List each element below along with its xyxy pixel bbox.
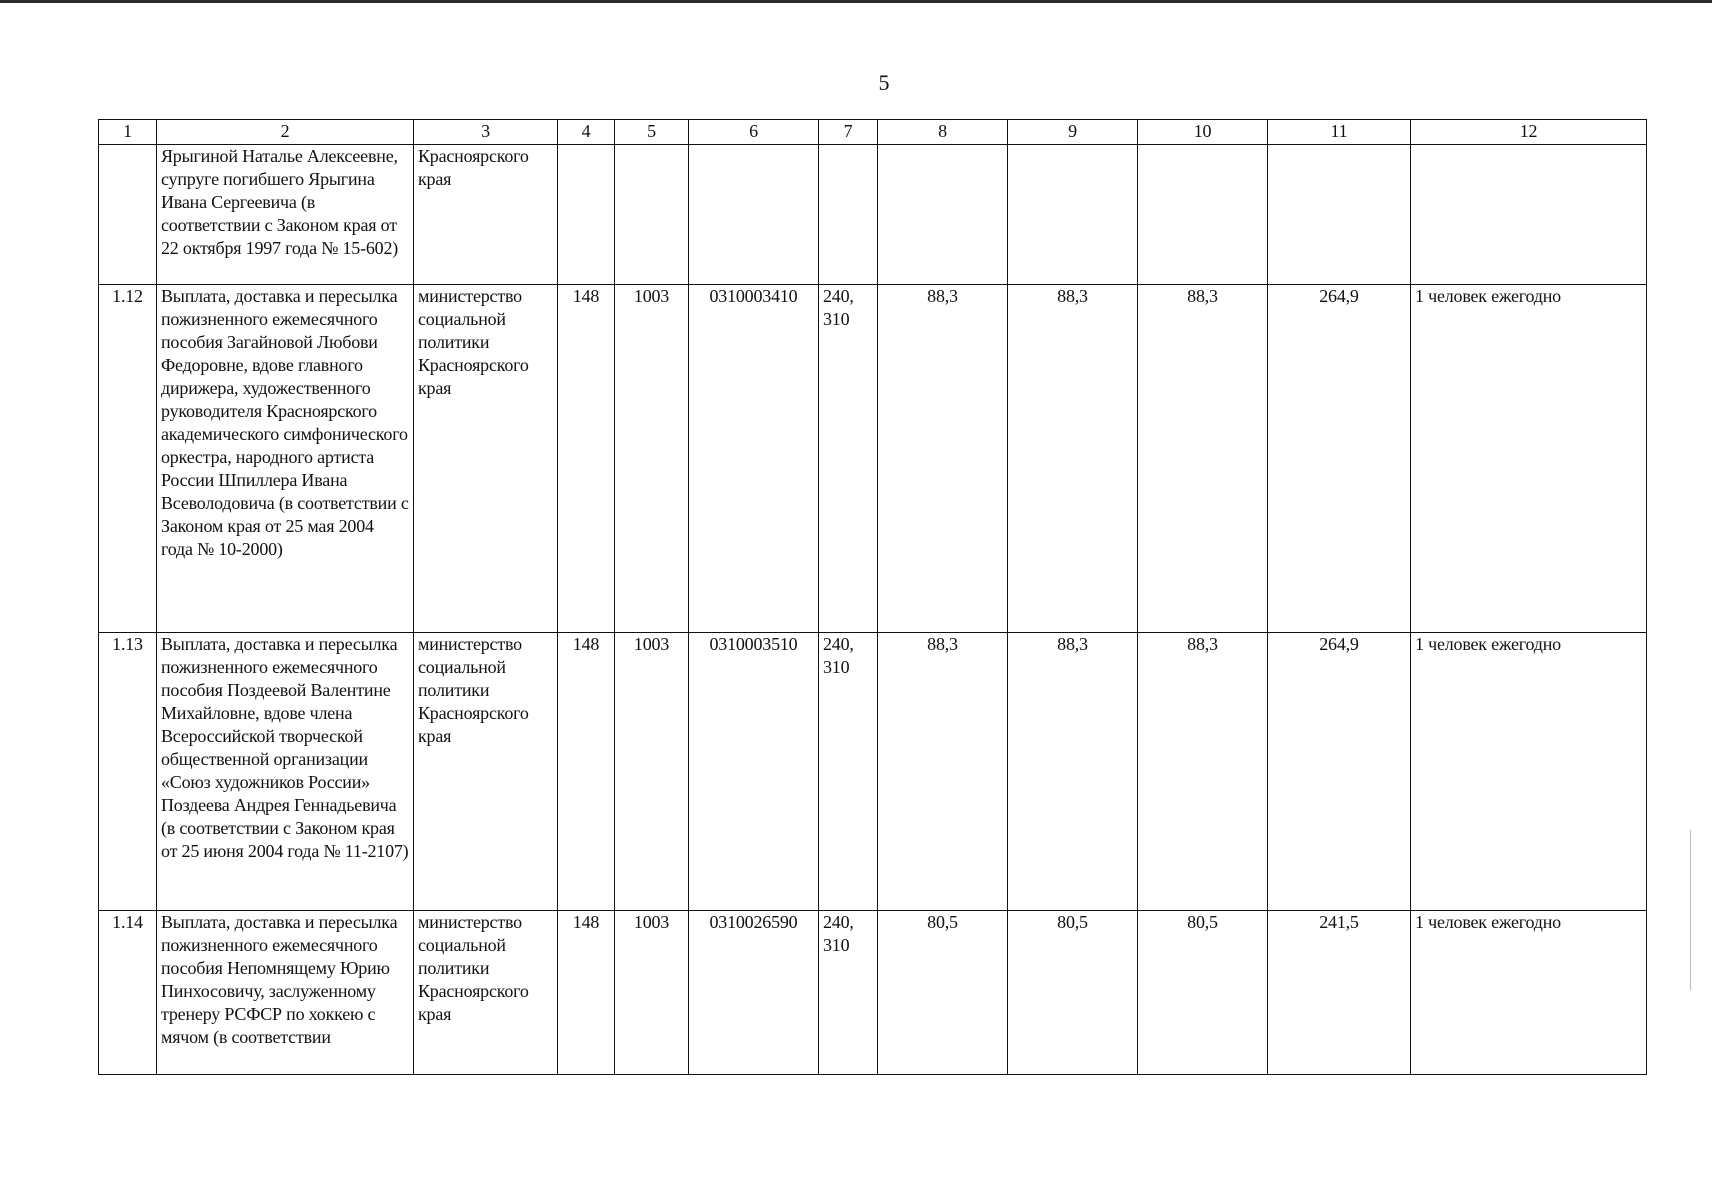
col-5-value bbox=[615, 145, 689, 285]
col-12-value: 1 человек ежегодно bbox=[1411, 911, 1647, 1075]
header-col-4: 4 bbox=[558, 120, 615, 145]
responsible-ministry: министерство социальной политики Красноярского края bbox=[414, 285, 558, 633]
header-col-12: 12 bbox=[1411, 120, 1647, 145]
col-6-value: 0310003410 bbox=[689, 285, 819, 633]
row-number: 1.12 bbox=[99, 285, 157, 633]
header-col-10: 10 bbox=[1138, 120, 1268, 145]
col-5-value: 1003 bbox=[615, 285, 689, 633]
header-col-6: 6 bbox=[689, 120, 819, 145]
header-col-3: 3 bbox=[414, 120, 558, 145]
payment-description: Ярыгиной Наталье Алексеевне, супруге погибшего Ярыгина Ивана Сергеевича (в соответствии с Законом края от 22 октября 1997 года № 15-602) bbox=[157, 145, 414, 285]
table-row bbox=[99, 911, 1647, 1075]
table-row bbox=[99, 145, 1647, 285]
col-6-value: 0310003510 bbox=[689, 633, 819, 911]
col-8-value: 88,3 bbox=[878, 285, 1008, 633]
col-10-value: 88,3 bbox=[1138, 633, 1268, 911]
row-number: 1.13 bbox=[99, 633, 157, 911]
col-8-value: 80,5 bbox=[878, 911, 1008, 1075]
table-header-row bbox=[99, 120, 1647, 145]
row-number: 1.14 bbox=[99, 911, 157, 1075]
col-10-value bbox=[1138, 145, 1268, 285]
scan-edge bbox=[0, 0, 1712, 3]
header-col-5: 5 bbox=[615, 120, 689, 145]
payment-description: Выплата, доставка и пересылка пожизненного ежемесячного пособия Загайновой Любови Федоровне, вдове главного дирижера, художественного руководителя Красноярского академического симфонического оркестра, народного артиста России Шпиллера Ивана Всеволодовича (в соответствии с Законом края от 25 мая 2004 года № 10-2000) bbox=[157, 285, 414, 633]
responsible-ministry: Красноярского края bbox=[414, 145, 558, 285]
responsible-ministry: министерство социальной политики Красноярского края bbox=[414, 633, 558, 911]
payment-description: Выплата, доставка и пересылка пожизненного ежемесячного пособия Непомнящему Юрию Пинхосовичу, заслуженному тренеру РСФСР по хоккею с мячом (в соответствии bbox=[157, 911, 414, 1075]
col-9-value: 80,5 bbox=[1008, 911, 1138, 1075]
table-row bbox=[99, 633, 1647, 911]
col-4-value: 148 bbox=[558, 285, 615, 633]
col-12-value: 1 человек ежегодно bbox=[1411, 285, 1647, 633]
col-10-value: 80,5 bbox=[1138, 911, 1268, 1075]
header-col-8: 8 bbox=[878, 120, 1008, 145]
col-6-value bbox=[689, 145, 819, 285]
col-7-value: 240, 310 bbox=[819, 911, 878, 1075]
scan-artifact-line bbox=[1690, 830, 1691, 990]
col-9-value: 88,3 bbox=[1008, 285, 1138, 633]
header-col-7: 7 bbox=[819, 120, 878, 145]
col-5-value: 1003 bbox=[615, 633, 689, 911]
col-8-value: 88,3 bbox=[878, 633, 1008, 911]
col-4-value: 148 bbox=[558, 911, 615, 1075]
page-number: 5 bbox=[878, 70, 890, 95]
table-row bbox=[99, 285, 1647, 633]
budget-table-wrapper bbox=[98, 119, 1646, 1075]
col-8-value bbox=[878, 145, 1008, 285]
col-9-value bbox=[1008, 145, 1138, 285]
col-4-value: 148 bbox=[558, 633, 615, 911]
budget-table bbox=[98, 119, 1647, 1075]
col-7-value: 240, 310 bbox=[819, 633, 878, 911]
col-6-value: 0310026590 bbox=[689, 911, 819, 1075]
col-7-value bbox=[819, 145, 878, 285]
responsible-ministry: министерство социальной политики Красноярского края bbox=[414, 911, 558, 1075]
row-number bbox=[99, 145, 157, 285]
col-12-value bbox=[1411, 145, 1647, 285]
col-11-value: 241,5 bbox=[1268, 911, 1411, 1075]
col-11-value: 264,9 bbox=[1268, 633, 1411, 911]
col-5-value: 1003 bbox=[615, 911, 689, 1075]
col-7-value: 240, 310 bbox=[819, 285, 878, 633]
col-12-value: 1 человек ежегодно bbox=[1411, 633, 1647, 911]
col-11-value: 264,9 bbox=[1268, 285, 1411, 633]
header-col-9: 9 bbox=[1008, 120, 1138, 145]
payment-description: Выплата, доставка и пересылка пожизненного ежемесячного пособия Поздеевой Валентине Михайловне, вдове члена Всероссийской творческой общественной организации «Союз художников России» Поздеева Андрея Геннадьевича (в соответствии с Законом края от 25 июня 2004 года № 11-2107) bbox=[157, 633, 414, 911]
col-11-value bbox=[1268, 145, 1411, 285]
col-4-value bbox=[558, 145, 615, 285]
header-col-2: 2 bbox=[157, 120, 414, 145]
header-col-11: 11 bbox=[1268, 120, 1411, 145]
col-10-value: 88,3 bbox=[1138, 285, 1268, 633]
header-col-1: 1 bbox=[99, 120, 157, 145]
col-9-value: 88,3 bbox=[1008, 633, 1138, 911]
